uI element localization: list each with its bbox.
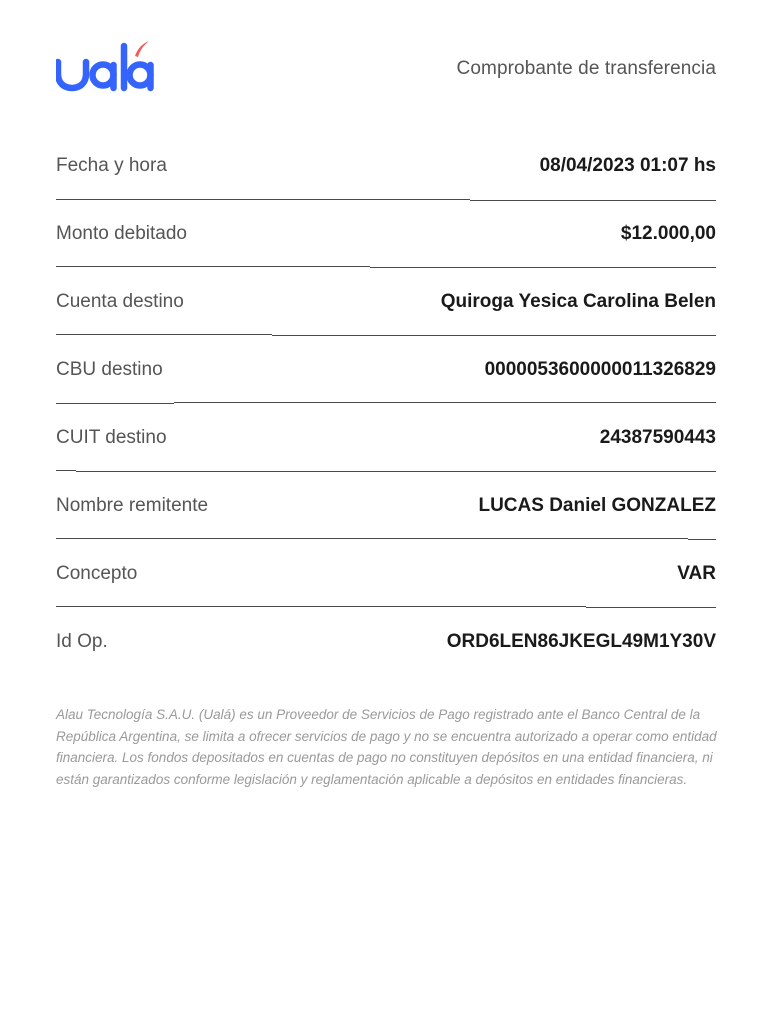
detail-row-cbu-destino (56, 336, 716, 404)
detail-row-monto (56, 200, 716, 268)
detail-value: VAR (677, 563, 716, 584)
detail-row-fecha-hora (56, 132, 716, 200)
detail-value: 0000053600000011326829 (484, 359, 716, 380)
detail-value: LUCAS Daniel GONZALEZ (478, 495, 716, 516)
detail-row-id-op (56, 608, 716, 676)
document-title: Comprobante de transferencia (456, 58, 716, 79)
detail-row-cuit-destino (56, 404, 716, 472)
detail-label: CBU destino (56, 359, 163, 380)
detail-row-cuenta-destino (56, 268, 716, 336)
detail-value: ORD6LEN86JKEGL49M1Y30V (446, 631, 716, 652)
detail-label: Id Op. (56, 631, 108, 652)
detail-label: Nombre remitente (56, 495, 209, 516)
detail-label: Cuenta destino (56, 291, 184, 312)
detail-value: 08/04/2023 01:07 hs (539, 155, 716, 176)
detail-row-nombre-remitente (56, 472, 716, 540)
detail-label: Concepto (56, 563, 138, 584)
detail-value: Quiroga Yesica Carolina Belen (440, 291, 716, 312)
legal-disclaimer: Alau Tecnología S.A.U. (Ualá) es un Proveedor de Servicios de Pago registrado ante el Banco Central de la República Argentina, se limita a ofrecer servicios de pago y no se encuentra autorizado a operar como entidad financiera. Los fondos depositados en cuentas de pago no constituyen depósitos en una entidad financiera, ni están garantizados conforme legislación y reglamentación aplicable a depósitos en entidades financieras. (56, 707, 717, 787)
transfer-details (56, 132, 716, 676)
detail-label: Monto debitado (56, 223, 187, 244)
detail-row-concepto (56, 540, 716, 608)
uala-logo (56, 36, 156, 92)
header (56, 36, 716, 96)
detail-value: $12.000,00 (620, 223, 716, 244)
detail-label: CUIT destino (56, 427, 167, 448)
detail-label: Fecha y hora (56, 155, 167, 176)
detail-value: 24387590443 (599, 427, 716, 448)
